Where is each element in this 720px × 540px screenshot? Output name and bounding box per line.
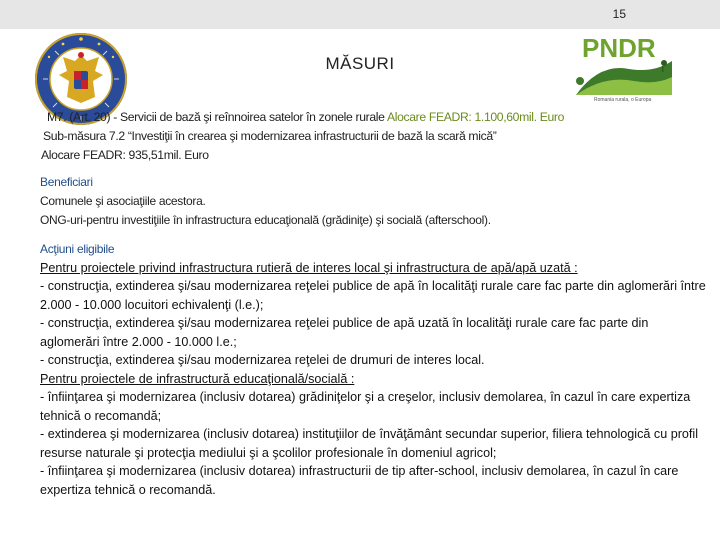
pndr-tagline: Romania rurala, o Europa xyxy=(594,97,652,103)
page-title: MĂSURI xyxy=(325,54,395,73)
road-water-heading: Pentru proiectele privind infrastructura rutieră de interes local şi infrastructura de apă/apă uzată : xyxy=(40,260,578,275)
submeasure-title: Sub-măsura 7.2 “Investiţii în crearea şi modernizarea infrastructurii de bază la scară mică” xyxy=(43,129,497,143)
eligible-actions-heading: Acţiuni eligibile xyxy=(40,242,115,256)
pndr-logo-text: PNDR xyxy=(582,33,656,63)
top-bar xyxy=(0,0,720,29)
measure-title: M7. (Art. 20) - Servicii de bază şi reînnoirea satelor în zonele rurale xyxy=(47,110,385,124)
action-item: - construcţia, extinderea şi/sau modernizarea reţelei publice de apă uzată în localităţi rurale care fac parte din aglomerări între 2.000 - 10.000 l.e.; xyxy=(40,316,649,349)
education-social-heading: Pentru proiectele de infrastructură educaţională/socială : xyxy=(40,371,355,386)
beneficiaries-heading: Beneficiari xyxy=(40,175,93,189)
submeasure-allocation: Alocare FEADR: 935,51mil. Euro xyxy=(41,148,209,162)
beneficiary-item: ONG-uri-pentru investiţiile în infrastructura educaţională (grădiniţe) şi socială (afterschool). xyxy=(40,213,491,227)
pndr-logo xyxy=(574,33,674,103)
action-item: - construcţia, extinderea şi/sau modernizarea reţelei publice de apă în localităţi rurale care fac parte din aglomerări între 2.000 - 10.000 locuitori echivalenţi (l.e.); xyxy=(40,279,706,312)
measure-allocation: Alocare FEADR: 1.100,60mil. Euro xyxy=(386,110,565,124)
page-number: 15 xyxy=(612,7,626,21)
action-item: - înfiinţarea şi modernizarea (inclusiv dotarea) grădiniţelor şi a creşelor, inclusiv demolarea, în cazul în care expertiza tehnică o recomandă; xyxy=(40,390,691,423)
eligible-actions-section xyxy=(40,240,706,499)
action-item: - construcţia, extinderea şi/sau modernizarea reţelei de drumuri de interes local. xyxy=(40,353,485,367)
action-item: - înfiinţarea şi modernizarea (inclusiv dotarea) infrastructurii de tip after-school, inclusiv demolarea, în cazul în care expertiza tehnică o recomandă. xyxy=(40,464,679,497)
measure-line-1 xyxy=(41,108,711,127)
beneficiaries-section xyxy=(40,173,700,230)
beneficiary-item: Comunele şi asociaţiile acestora. xyxy=(40,194,206,208)
measure-block xyxy=(41,108,711,165)
action-item: - extinderea şi modernizarea (inclusiv dotarea) instituţiilor de învăţământ secundar superior, filiera tehnologică cu profil resurse naturale şi protecţia mediului şi a şcolilor profesionale în domeniul agricol; xyxy=(40,427,699,460)
